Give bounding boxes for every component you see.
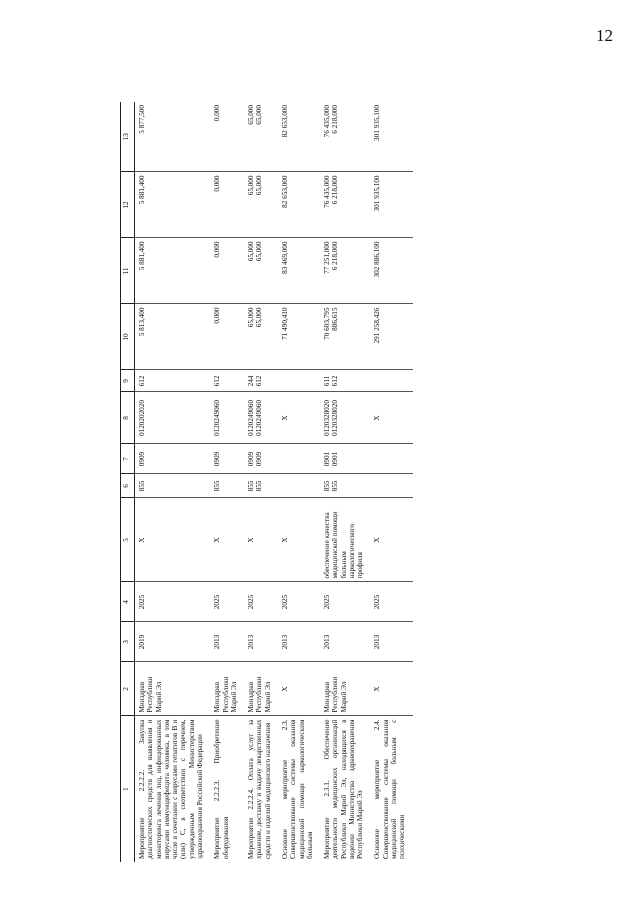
cell-col-6 bbox=[320, 474, 370, 498]
cell-col-10 bbox=[135, 304, 211, 370]
column-header-9: 9 bbox=[121, 370, 135, 392]
cell-col-6 bbox=[244, 474, 278, 498]
cell-col-5: X bbox=[370, 498, 412, 582]
column-header-10: 10 bbox=[121, 304, 135, 370]
cell-value: 65,000 bbox=[255, 241, 264, 262]
table-row bbox=[210, 102, 244, 862]
cell-value: 65,000 bbox=[255, 307, 264, 328]
cell-value: 0909 bbox=[247, 451, 256, 467]
cell-col-1: Мероприятие 2.2.2.2. Закупка диагностических средств для выявления и мониторинга лечения лиц, инфицированных вирусами иммунодефицита человека, в том числе в сочетании с вирусами гепатитов B и (или) C, в соответствии с перечнем, утвержденным Министерством здравоохранения Российской Федерации bbox=[138, 719, 204, 859]
cell-value: 5 881,400 bbox=[138, 175, 146, 205]
cell-col-13 bbox=[244, 102, 278, 172]
cell-col-5: X bbox=[135, 498, 211, 582]
cell-value: 6 218,000 bbox=[331, 241, 340, 271]
cell-value: 76 435,000 bbox=[323, 105, 332, 138]
cell-col-11 bbox=[244, 238, 278, 304]
cell-col-4: 2025 bbox=[370, 582, 412, 622]
cell-col-2: Минздрав Республики Марий Эл bbox=[244, 662, 278, 716]
cell-col-2: Минздрав Республики Марий Эл bbox=[210, 662, 244, 716]
cell-value: 301 935,100 bbox=[373, 175, 382, 212]
cell-value: 855 bbox=[213, 480, 222, 492]
column-header-1: 1 bbox=[121, 716, 135, 862]
cell-col-4: 2025 bbox=[320, 582, 370, 622]
cell-col-9 bbox=[210, 370, 244, 392]
cell-col-5: X bbox=[278, 498, 320, 582]
table-body bbox=[135, 102, 413, 862]
cell-value: 76 435,000 bbox=[323, 175, 332, 208]
cell-value: 855 bbox=[247, 480, 256, 492]
cell-value: 5 881,400 bbox=[138, 241, 146, 271]
cell-col-7 bbox=[135, 444, 211, 474]
cell-value: 82 653,000 bbox=[280, 175, 289, 208]
cell-col-6 bbox=[278, 474, 320, 498]
cell-col-1: Мероприятие 2.2.2.4. Оплата услуг за хранение, доставку и выдачу лекарственных средств и изделий медицинского назначения bbox=[247, 719, 272, 859]
table-row bbox=[135, 102, 211, 862]
cell-value: 70 603,795 bbox=[323, 307, 332, 340]
cell-col-10 bbox=[244, 304, 278, 370]
cell-col-9 bbox=[320, 370, 370, 392]
cell-value: 0909 bbox=[255, 451, 264, 467]
cell-col-8 bbox=[278, 392, 320, 444]
cell-value: 0,000 bbox=[213, 175, 222, 192]
cell-value: 291 258,426 bbox=[373, 307, 382, 344]
cell-col-1: Мероприятие 2.3.1. Обеспечение деятельности медицинских организаций Республики Марий Эл, находящихся в ведении Министерства здравоохранения Республики Марий Эл bbox=[323, 719, 365, 859]
cell-col-3: 2013 bbox=[370, 622, 412, 662]
cell-col-13 bbox=[135, 102, 211, 172]
page-number: 12 bbox=[596, 26, 613, 45]
cell-col-11 bbox=[135, 238, 211, 304]
cell-col-11 bbox=[278, 238, 320, 304]
column-header-7: 7 bbox=[121, 444, 135, 474]
cell-col-3: 2013 bbox=[244, 622, 278, 662]
cell-value: 0120328020 bbox=[331, 400, 340, 436]
cell-value: 5 877,500 bbox=[138, 105, 146, 134]
cell-value: 6 218,000 bbox=[331, 105, 340, 134]
cell-col-6 bbox=[370, 474, 412, 498]
cell-col-4: 2025 bbox=[135, 582, 211, 622]
cell-col-2: X bbox=[370, 662, 412, 716]
cell-col-5: X bbox=[244, 498, 278, 582]
cell-value: 612 bbox=[331, 375, 340, 387]
cell-col-5: обеспечение качества медицинской помощи больным наркологического профиля bbox=[320, 498, 370, 582]
cell-value: 65,000 bbox=[247, 241, 256, 262]
cell-value: 0120249060 bbox=[255, 400, 264, 436]
rotated-page-content bbox=[120, 102, 620, 862]
cell-value: 65,000 bbox=[247, 175, 256, 196]
cell-value: 244 bbox=[247, 375, 256, 387]
cell-value: 0,000 bbox=[213, 307, 222, 324]
cell-value: 0,000 bbox=[213, 241, 222, 258]
cell-value: 0909 bbox=[213, 451, 222, 467]
cell-value: 855 bbox=[255, 480, 264, 492]
cell-value: 0901 bbox=[323, 451, 332, 467]
cell-col-3: 2013 bbox=[320, 622, 370, 662]
cell-col-10 bbox=[210, 304, 244, 370]
cell-col-9 bbox=[135, 370, 211, 392]
cell-col-11 bbox=[210, 238, 244, 304]
cell-value: X bbox=[280, 415, 289, 421]
cell-value: 0901 bbox=[331, 451, 340, 467]
cell-value: X bbox=[373, 415, 382, 421]
cell-col-2: Минздрав Республики Марий Эл bbox=[135, 662, 211, 716]
cell-value: 0120249060 bbox=[213, 400, 222, 436]
cell-col-4: 2025 bbox=[278, 582, 320, 622]
cell-col-7 bbox=[244, 444, 278, 474]
cell-value: 0120202020 bbox=[138, 400, 146, 436]
cell-col-1: Основное мероприятие 2.4. Совершенствование системы оказания медицинской помощи больным с психическими bbox=[373, 719, 407, 859]
cell-value: 0120249060 bbox=[247, 400, 256, 436]
cell-col-8 bbox=[210, 392, 244, 444]
cell-col-8 bbox=[320, 392, 370, 444]
cell-col-11 bbox=[370, 238, 412, 304]
cell-value: 82 653,000 bbox=[280, 105, 289, 138]
cell-value: 301 935,100 bbox=[373, 105, 382, 141]
cell-col-4: 2025 bbox=[210, 582, 244, 622]
cell-col-3: 2013 bbox=[278, 622, 320, 662]
cell-col-5: X bbox=[210, 498, 244, 582]
cell-value: 83 469,000 bbox=[280, 241, 289, 274]
column-header-8: 8 bbox=[121, 392, 135, 444]
cell-value: 612 bbox=[138, 375, 146, 387]
cell-col-12 bbox=[370, 172, 412, 238]
cell-col-10 bbox=[320, 304, 370, 370]
cell-value: 77 251,000 bbox=[323, 241, 332, 274]
cell-value: 886,615 bbox=[331, 307, 340, 331]
cell-col-9 bbox=[370, 370, 412, 392]
table-row bbox=[370, 102, 412, 862]
cell-col-4: 2025 bbox=[244, 582, 278, 622]
table-row bbox=[278, 102, 320, 862]
cell-value: 611 bbox=[323, 375, 332, 387]
cell-col-8 bbox=[135, 392, 211, 444]
cell-col-6 bbox=[135, 474, 211, 498]
cell-col-13 bbox=[370, 102, 412, 172]
cell-value: 6 218,000 bbox=[331, 175, 340, 205]
cell-col-12 bbox=[320, 172, 370, 238]
column-header-13: 13 bbox=[121, 102, 135, 172]
cell-col-8 bbox=[370, 392, 412, 444]
cell-col-1: Мероприятие 2.2.2.3. Приобретение оборудования bbox=[213, 719, 230, 859]
cell-value: 71 490,410 bbox=[280, 307, 289, 340]
table-row bbox=[320, 102, 370, 862]
cell-col-11 bbox=[320, 238, 370, 304]
cell-col-2: X bbox=[278, 662, 320, 716]
cell-col-7 bbox=[278, 444, 320, 474]
column-header-5: 5 bbox=[121, 498, 135, 582]
cell-col-10 bbox=[370, 304, 412, 370]
cell-col-10 bbox=[278, 304, 320, 370]
cell-col-9 bbox=[278, 370, 320, 392]
cell-value: 0909 bbox=[138, 451, 146, 467]
cell-value: 855 bbox=[138, 480, 146, 492]
cell-col-13 bbox=[320, 102, 370, 172]
cell-col-3: 2013 bbox=[210, 622, 244, 662]
cell-value: 612 bbox=[255, 375, 264, 387]
table-header-row bbox=[121, 102, 135, 862]
cell-value: 302 886,100 bbox=[373, 241, 382, 278]
cell-value: 65,000 bbox=[255, 105, 264, 125]
cell-col-1: Основное мероприятие 2.3. Совершенствование системы оказания медицинской помощи наркологическим больным bbox=[280, 719, 314, 859]
cell-col-12 bbox=[135, 172, 211, 238]
cell-col-7 bbox=[320, 444, 370, 474]
cell-col-6 bbox=[210, 474, 244, 498]
column-header-4: 4 bbox=[121, 582, 135, 622]
cell-value: 0120328020 bbox=[323, 400, 332, 436]
column-header-2: 2 bbox=[121, 662, 135, 716]
cell-col-7 bbox=[210, 444, 244, 474]
cell-value: 855 bbox=[323, 480, 332, 492]
cell-value: 0,000 bbox=[213, 105, 222, 122]
cell-value: 65,000 bbox=[247, 307, 256, 328]
column-header-11: 11 bbox=[121, 238, 135, 304]
cell-col-12 bbox=[278, 172, 320, 238]
column-header-6: 6 bbox=[121, 474, 135, 498]
cell-value: 855 bbox=[331, 480, 340, 492]
cell-value: 5 813,400 bbox=[138, 307, 146, 337]
cell-col-8 bbox=[244, 392, 278, 444]
cell-col-12 bbox=[244, 172, 278, 238]
cell-value: 65,000 bbox=[247, 105, 256, 125]
program-table bbox=[120, 102, 413, 862]
cell-value: 65,000 bbox=[255, 175, 264, 196]
cell-col-13 bbox=[210, 102, 244, 172]
cell-col-7 bbox=[370, 444, 412, 474]
cell-value: 612 bbox=[213, 375, 222, 387]
table-row bbox=[244, 102, 278, 862]
column-header-3: 3 bbox=[121, 622, 135, 662]
cell-col-2: Минздрав Республики Марий Эл bbox=[320, 662, 370, 716]
cell-col-13 bbox=[278, 102, 320, 172]
cell-col-9 bbox=[244, 370, 278, 392]
cell-col-12 bbox=[210, 172, 244, 238]
cell-col-3: 2019 bbox=[135, 622, 211, 662]
column-header-12: 12 bbox=[121, 172, 135, 238]
